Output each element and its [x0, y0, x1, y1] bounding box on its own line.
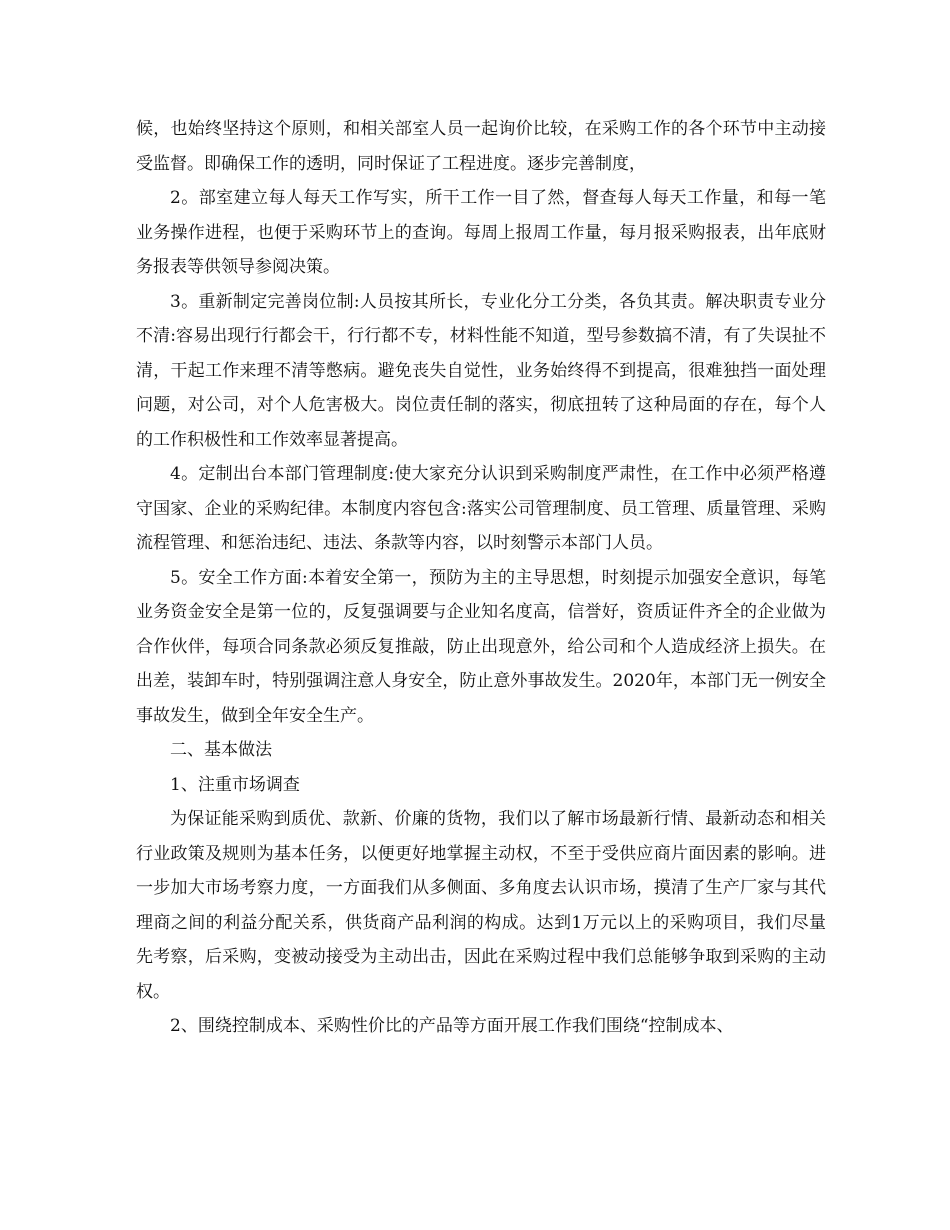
paragraph-cost-control: 2、围绕控制成本、采购性价比的产品等方面开展工作我们围绕“控制成本、: [170, 1016, 734, 1036]
document-body: [136, 112, 826, 1044]
section-heading-basic-methods: 二、基本做法: [170, 740, 272, 760]
paragraph-market-research: 为保证能采购到质优、款新、价廉的货物，我们以了解市场最新行情、最新动态和相关行业政策及规则为基本任务，以便更好地掌握主动权，不至于受供应商片面因素的影响。进一步加大市场考察力度，一方面我们从多侧面、多角度去认识市场，摸清了生产厂家与其代理商之间的利益分配关系，供货商产品利润的构成。达到1万元以上的采购项目，我们尽量先考察，后采购，变被动接受为主动出击，因此在采购过程中我们总能够争取到采购的主动权。: [136, 809, 826, 1002]
paragraph-item-4: 4。定制出台本部门管理制度:使大家充分认识到采购制度严肃性，在工作中必须严格遵守国家、企业的采购纪律。本制度内容包含:落实公司管理制度、员工管理、质量管理、采购流程管理、和惩治违纪、违法、条款等内容，以时刻警示本部门人员。: [136, 464, 826, 553]
paragraph-item-3: 3。重新制定完善岗位制:人员按其所长，专业化分工分类，各负其责。解决职责专业分不清:容易出现行行都会干，行行都不专，材料性能不知道，型号参数搞不清，有了失误扯不清，干起工作来理不清等憋病。避免丧失自觉性，业务始终得不到提高，很难独挡一面处理问题，对公司，对个人危害极大。岗位责任制的落实，彻底扭转了这种局面的存在，每个人的工作积极性和工作效率显著提高。: [136, 291, 826, 450]
subheading-market-research: 1、注重市场调查: [170, 774, 300, 795]
paragraph-item-5: 5。安全工作方面:本着安全第一，预防为主的主导思想，时刻提示加强安全意识，每笔业务资金安全是第一位的，反复强调要与企业知名度高，信誉好，资质证件齐全的企业做为合作伙伴，每项合同条款必须反复推敲，防止出现意外，给公司和个人造成经济上损失。在出差，装卸车时，特别强调注意人身安全，防止意外事故发生。2020年，本部门无一例安全事故发生，做到全年安全生产。: [136, 567, 826, 726]
paragraph-continuation: 候，也始终坚持这个原则，和相关部室人员一起询价比较，在采购工作的各个环节中主动接受监督。即确保工作的透明，同时保证了工程进度。逐步完善制度，: [136, 119, 826, 174]
paragraph-item-2: 2。部室建立每人每天工作写实，所干工作一目了然，督查每人每天工作量，和每一笔业务操作进程，也便于采购环节上的查询。每周上报周工作量，每月报采购报表，出年底财务报表等供领导参阅决策。: [136, 188, 826, 277]
